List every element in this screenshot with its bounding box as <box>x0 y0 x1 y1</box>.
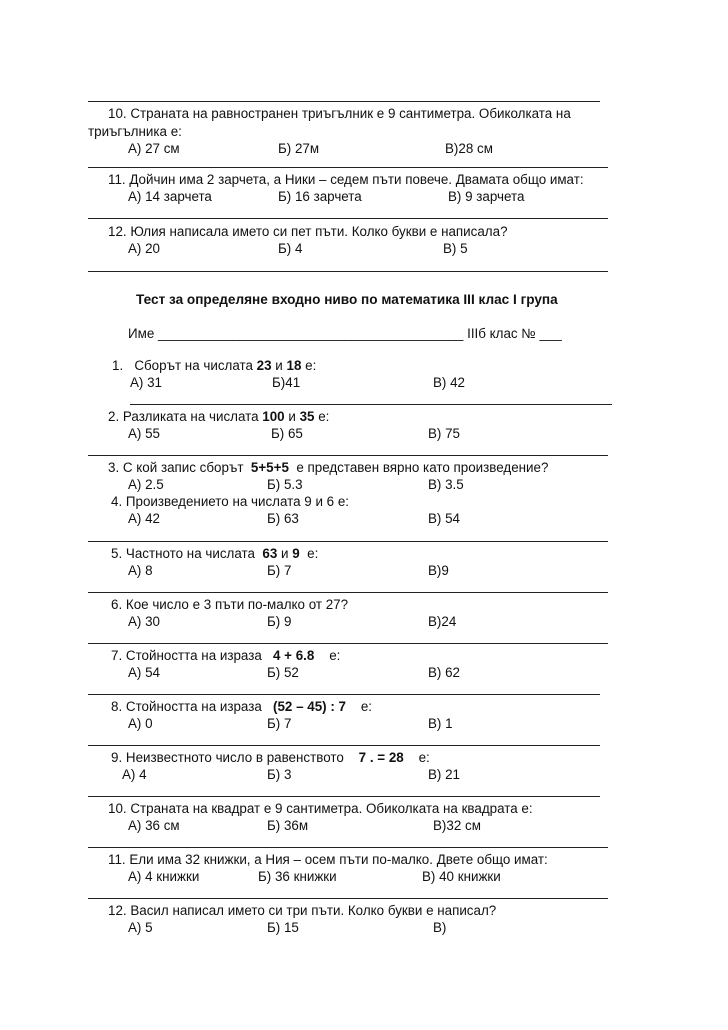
option-c: В)24 <box>428 614 457 629</box>
divider <box>130 404 612 405</box>
option-b: Б) 36м <box>267 818 309 833</box>
option-b: Б) 65 <box>271 426 303 441</box>
option-a: А) 4 <box>122 767 147 782</box>
divider <box>88 101 600 102</box>
question-11: 11. Ели има 32 книжки, а Ния – осем пъти по-малко. Двете общо имат: <box>108 852 548 867</box>
option-b: Б) 15 <box>267 920 299 935</box>
option-a: А) 20 <box>128 241 161 256</box>
option-a: А) 55 <box>128 426 161 441</box>
divider <box>88 167 608 168</box>
option-a: А) 42 <box>128 511 161 526</box>
question-4: 4. Произведението на числата 9 и 6 е: <box>111 494 349 509</box>
option-c: В) 75 <box>428 426 461 441</box>
question-9: 9. Неизвестното число в равенството 7 . = 28 е: <box>111 750 430 765</box>
option-b: Б) 52 <box>267 665 299 680</box>
test-title: Тест за определяне входно ниво по математика III клас I група <box>136 292 558 307</box>
question-12: 12. Васил написал името си три пъти. Колко букви е написал? <box>108 903 497 918</box>
question-3: 3. С кой запис сборът 5+5+5 е представен вярно като произведение? <box>108 460 549 475</box>
divider <box>88 592 608 593</box>
option-a: А) 54 <box>128 665 161 680</box>
option-c: В) <box>433 920 447 935</box>
option-b: Б) 3 <box>267 767 292 782</box>
question-2: 2. Разликата на числата 100 и 35 е: <box>108 409 330 424</box>
option-a: А) 36 см <box>128 818 180 833</box>
question-5: 5. Частното на числата 63 и 9 е: <box>111 546 319 561</box>
option-c: В)9 <box>428 563 449 578</box>
divider <box>88 694 600 695</box>
option-b: Б) 5.3 <box>267 477 303 492</box>
option-a: А) 30 <box>128 614 161 629</box>
option-b: Б) 16 зарчета <box>278 189 362 204</box>
name-blank[interactable]: _________________________________________ <box>158 326 464 341</box>
name-label: Име <box>128 326 155 341</box>
option-a: А) 5 <box>128 920 153 935</box>
question-text: 11. Дойчин има 2 зарчета, а Ники – седем пъти повече. Двамата общо имат: <box>108 172 584 187</box>
option-a: А) 4 книжки <box>128 869 200 884</box>
question-8: 8. Стойността на израза (52 – 45) : 7 е: <box>111 699 373 714</box>
divider <box>88 643 608 644</box>
class-number-blank[interactable]: ___ <box>539 326 562 341</box>
divider <box>88 847 608 848</box>
option-b: Б) 7 <box>267 563 292 578</box>
option-b: Б) 9 <box>267 614 292 629</box>
option-b: Б) 4 <box>278 241 303 256</box>
option-b: Б) 63 <box>267 511 299 526</box>
divider <box>88 796 600 797</box>
option-a: А) 31 <box>130 375 163 390</box>
option-c: В) 42 <box>433 375 466 390</box>
option-c: В) 54 <box>428 511 461 526</box>
option-c: В) 9 зарчета <box>448 189 525 204</box>
question-text: триъгълника е: <box>88 124 182 139</box>
question-6: 6. Кое число е 3 пъти по-малко от 27? <box>111 597 349 612</box>
option-a: А) 2.5 <box>128 477 164 492</box>
divider <box>88 271 608 272</box>
option-b: Б) 36 книжки <box>258 869 337 884</box>
option-c: В) 1 <box>428 716 453 731</box>
option-a: А) 8 <box>128 563 153 578</box>
question-7: 7. Стойността на израза 4 + 6.8 е: <box>111 648 341 663</box>
option-b: Б) 7 <box>267 716 292 731</box>
option-c: В) 5 <box>443 241 468 256</box>
option-c: В)28 см <box>445 141 493 156</box>
divider <box>88 541 608 542</box>
option-c: В) 40 книжки <box>422 869 501 884</box>
divider <box>88 898 608 899</box>
option-c: В) 3.5 <box>428 477 464 492</box>
option-a: А) 27 см <box>128 141 180 156</box>
divider <box>88 455 608 456</box>
class-label: IIIб клас № <box>467 326 536 341</box>
question-text: 10. Страната на равностранен триъгълник е 9 сантиметра. Обиколката на <box>108 106 571 121</box>
option-a: А) 14 зарчета <box>128 189 212 204</box>
option-c: В) 21 <box>428 767 461 782</box>
option-c: В) 62 <box>428 665 461 680</box>
divider <box>88 218 608 219</box>
option-c: В)32 см <box>433 818 481 833</box>
question-1: 1. Сборът на числата 23 и 18 е: <box>112 358 317 373</box>
question-10: 10. Страната на квадрат е 9 сантиметра. Обиколката на квадрата е: <box>108 801 533 816</box>
divider <box>88 745 600 746</box>
option-b: Б)41 <box>272 375 301 390</box>
option-b: Б) 27м <box>278 141 320 156</box>
question-text: 12. Юлия написала името си пет пъти. Колко букви е написала? <box>108 224 508 239</box>
option-a: А) 0 <box>128 716 153 731</box>
name-line <box>128 326 562 342</box>
